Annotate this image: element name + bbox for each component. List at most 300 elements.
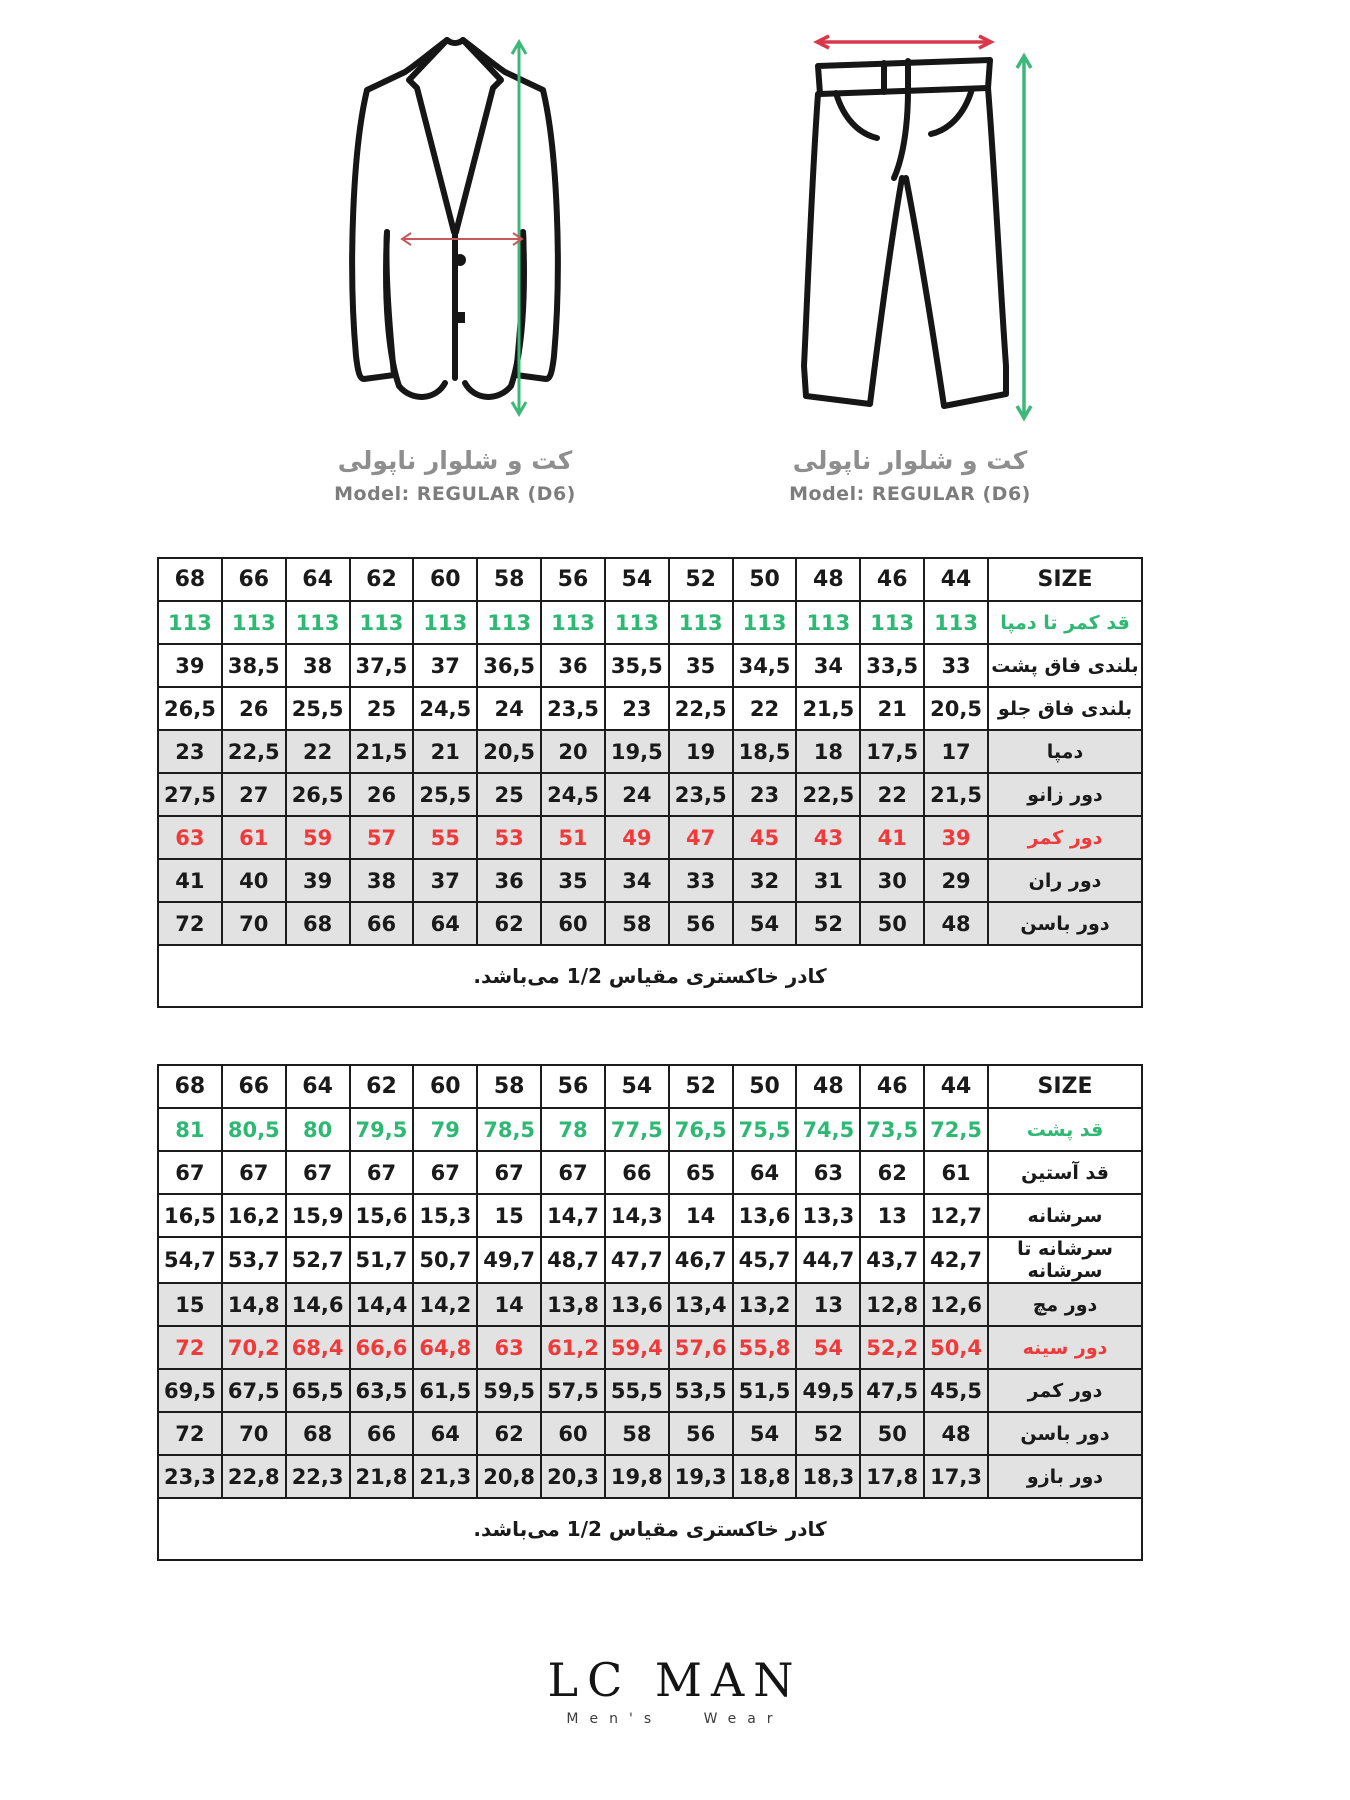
row-label: دور باسن bbox=[988, 1412, 1142, 1455]
size-header-cell: 62 bbox=[350, 1065, 414, 1108]
measurement-cell: 67 bbox=[286, 1151, 350, 1194]
measurement-cell: 113 bbox=[605, 601, 669, 644]
size-header-row bbox=[158, 1065, 1142, 1108]
measurement-cell: 63,5 bbox=[350, 1369, 414, 1412]
size-header-cell: 46 bbox=[860, 558, 924, 601]
row-label: دور باسن bbox=[988, 902, 1142, 945]
measurement-cell: 48 bbox=[924, 1412, 988, 1455]
measurement-cell: 70,2 bbox=[222, 1326, 286, 1369]
measurement-cell: 16,5 bbox=[158, 1194, 222, 1237]
measurement-cell: 54,7 bbox=[158, 1237, 222, 1283]
measurement-cell: 34 bbox=[605, 859, 669, 902]
row-label: بلندی فاق پشت bbox=[988, 644, 1142, 687]
size-header-cell: 52 bbox=[669, 1065, 733, 1108]
measurement-cell: 33 bbox=[924, 644, 988, 687]
jacket-size-table bbox=[157, 1064, 1143, 1561]
measurement-cell: 45 bbox=[733, 816, 797, 859]
measurement-cell: 38 bbox=[286, 644, 350, 687]
measurement-cell: 81 bbox=[158, 1108, 222, 1151]
size-header-cell: 68 bbox=[158, 1065, 222, 1108]
measurement-cell: 47,5 bbox=[860, 1369, 924, 1412]
size-header-row bbox=[158, 558, 1142, 601]
measurement-cell: 72 bbox=[158, 1412, 222, 1455]
measurement-cell: 75,5 bbox=[733, 1108, 797, 1151]
measurement-cell: 34,5 bbox=[733, 644, 797, 687]
measurement-cell: 21 bbox=[413, 730, 477, 773]
measurement-cell: 64 bbox=[413, 902, 477, 945]
jacket-caption: کت و شلوار ناپولی bbox=[337, 446, 573, 475]
measurement-row bbox=[158, 687, 1142, 730]
measurement-cell: 62 bbox=[477, 902, 541, 945]
jacket-length-arrow-icon bbox=[512, 42, 526, 414]
measurement-cell: 22,5 bbox=[222, 730, 286, 773]
measurement-cell: 50,7 bbox=[413, 1237, 477, 1283]
measurement-cell: 41 bbox=[158, 859, 222, 902]
measurement-figures bbox=[0, 0, 1350, 505]
row-label: دور کمر bbox=[988, 816, 1142, 859]
measurement-cell: 13 bbox=[860, 1194, 924, 1237]
measurement-cell: 35 bbox=[669, 644, 733, 687]
measurement-cell: 72,5 bbox=[924, 1108, 988, 1151]
measurement-cell: 52 bbox=[796, 1412, 860, 1455]
measurement-cell: 67 bbox=[413, 1151, 477, 1194]
measurement-cell: 52,7 bbox=[286, 1237, 350, 1283]
size-header-cell: 58 bbox=[477, 1065, 541, 1108]
measurement-row bbox=[158, 644, 1142, 687]
measurement-cell: 113 bbox=[796, 601, 860, 644]
measurement-cell: 16,2 bbox=[222, 1194, 286, 1237]
measurement-cell: 113 bbox=[286, 601, 350, 644]
measurement-cell: 54 bbox=[796, 1326, 860, 1369]
measurement-cell: 22 bbox=[860, 773, 924, 816]
measurement-cell: 43 bbox=[796, 816, 860, 859]
size-header-cell: 62 bbox=[350, 558, 414, 601]
measurement-cell: 14,6 bbox=[286, 1283, 350, 1326]
measurement-cell: 48 bbox=[924, 902, 988, 945]
size-header-cell: 58 bbox=[477, 558, 541, 601]
measurement-cell: 72 bbox=[158, 902, 222, 945]
measurement-cell: 65,5 bbox=[286, 1369, 350, 1412]
measurement-cell: 38,5 bbox=[222, 644, 286, 687]
measurement-cell: 68 bbox=[286, 902, 350, 945]
measurement-cell: 37,5 bbox=[350, 644, 414, 687]
measurement-cell: 79,5 bbox=[350, 1108, 414, 1151]
jacket-chest-arrow-icon bbox=[402, 233, 522, 245]
measurement-cell: 13,6 bbox=[733, 1194, 797, 1237]
measurement-cell: 55,8 bbox=[733, 1326, 797, 1369]
measurement-cell: 113 bbox=[413, 601, 477, 644]
measurement-row bbox=[158, 1237, 1142, 1283]
measurement-cell: 15,9 bbox=[286, 1194, 350, 1237]
measurement-cell: 79 bbox=[413, 1108, 477, 1151]
measurement-row bbox=[158, 730, 1142, 773]
measurement-cell: 113 bbox=[350, 601, 414, 644]
measurement-cell: 57,5 bbox=[541, 1369, 605, 1412]
measurement-cell: 58 bbox=[605, 1412, 669, 1455]
measurement-cell: 80 bbox=[286, 1108, 350, 1151]
measurement-cell: 44,7 bbox=[796, 1237, 860, 1283]
measurement-cell: 68,4 bbox=[286, 1326, 350, 1369]
measurement-cell: 20,8 bbox=[477, 1455, 541, 1498]
measurement-cell: 80,5 bbox=[222, 1108, 286, 1151]
measurement-cell: 50,4 bbox=[924, 1326, 988, 1369]
table-footer-row bbox=[158, 945, 1142, 1007]
measurement-row bbox=[158, 1151, 1142, 1194]
measurement-cell: 26 bbox=[350, 773, 414, 816]
row-label: سرشانه تا سرشانه bbox=[988, 1237, 1142, 1283]
measurement-cell: 113 bbox=[541, 601, 605, 644]
table-footer-row bbox=[158, 1498, 1142, 1560]
measurement-cell: 51,5 bbox=[733, 1369, 797, 1412]
measurement-cell: 61,5 bbox=[413, 1369, 477, 1412]
measurement-cell: 18,5 bbox=[733, 730, 797, 773]
measurement-cell: 66 bbox=[350, 902, 414, 945]
measurement-cell: 64,8 bbox=[413, 1326, 477, 1369]
measurement-cell: 57 bbox=[350, 816, 414, 859]
jacket-drawing bbox=[315, 26, 595, 426]
measurement-cell: 12,7 bbox=[924, 1194, 988, 1237]
measurement-cell: 64 bbox=[733, 1151, 797, 1194]
measurement-cell: 78,5 bbox=[477, 1108, 541, 1151]
size-header-cell: 50 bbox=[733, 1065, 797, 1108]
measurement-cell: 37 bbox=[413, 644, 477, 687]
measurement-row bbox=[158, 601, 1142, 644]
measurement-cell: 63 bbox=[477, 1326, 541, 1369]
measurement-cell: 49,7 bbox=[477, 1237, 541, 1283]
measurement-row bbox=[158, 1108, 1142, 1151]
measurement-cell: 20 bbox=[541, 730, 605, 773]
row-label: سرشانه bbox=[988, 1194, 1142, 1237]
measurement-cell: 113 bbox=[860, 601, 924, 644]
measurement-cell: 59,4 bbox=[605, 1326, 669, 1369]
measurement-cell: 25,5 bbox=[413, 773, 477, 816]
trousers-drawing bbox=[780, 26, 1040, 426]
measurement-cell: 39 bbox=[924, 816, 988, 859]
measurement-cell: 51 bbox=[541, 816, 605, 859]
measurement-cell: 20,5 bbox=[924, 687, 988, 730]
size-header-label: SIZE bbox=[988, 1065, 1142, 1108]
measurement-cell: 60 bbox=[541, 902, 605, 945]
measurement-cell: 52,2 bbox=[860, 1326, 924, 1369]
measurement-cell: 62 bbox=[477, 1412, 541, 1455]
measurement-cell: 72 bbox=[158, 1326, 222, 1369]
measurement-cell: 19,8 bbox=[605, 1455, 669, 1498]
size-header-cell: 68 bbox=[158, 558, 222, 601]
measurement-cell: 22,8 bbox=[222, 1455, 286, 1498]
measurement-cell: 15 bbox=[158, 1283, 222, 1326]
measurement-row bbox=[158, 1194, 1142, 1237]
measurement-cell: 65 bbox=[669, 1151, 733, 1194]
measurement-cell: 24 bbox=[477, 687, 541, 730]
measurement-cell: 74,5 bbox=[796, 1108, 860, 1151]
trousers-figure bbox=[710, 26, 1110, 505]
measurement-cell: 25 bbox=[350, 687, 414, 730]
measurement-cell: 13,2 bbox=[733, 1283, 797, 1326]
measurement-cell: 53 bbox=[477, 816, 541, 859]
measurement-cell: 55,5 bbox=[605, 1369, 669, 1412]
measurement-cell: 24,5 bbox=[541, 773, 605, 816]
measurement-row bbox=[158, 1412, 1142, 1455]
trousers-caption: کت و شلوار ناپولی bbox=[792, 446, 1028, 475]
measurement-cell: 56 bbox=[669, 1412, 733, 1455]
measurement-cell: 42,7 bbox=[924, 1237, 988, 1283]
measurement-cell: 33 bbox=[669, 859, 733, 902]
measurement-cell: 54 bbox=[733, 1412, 797, 1455]
measurement-cell: 76,5 bbox=[669, 1108, 733, 1151]
measurement-cell: 14 bbox=[669, 1194, 733, 1237]
measurement-cell: 47,7 bbox=[605, 1237, 669, 1283]
measurement-cell: 34 bbox=[796, 644, 860, 687]
size-header-cell: 56 bbox=[541, 558, 605, 601]
measurement-cell: 66,6 bbox=[350, 1326, 414, 1369]
row-label: بلندی فاق جلو bbox=[988, 687, 1142, 730]
size-header-cell: 54 bbox=[605, 1065, 669, 1108]
measurement-cell: 19,3 bbox=[669, 1455, 733, 1498]
measurement-cell: 69,5 bbox=[158, 1369, 222, 1412]
measurement-cell: 23 bbox=[733, 773, 797, 816]
row-label: دور بازو bbox=[988, 1455, 1142, 1498]
measurement-cell: 62 bbox=[860, 1151, 924, 1194]
row-label: دمپا bbox=[988, 730, 1142, 773]
measurement-cell: 32 bbox=[733, 859, 797, 902]
measurement-cell: 52 bbox=[796, 902, 860, 945]
measurement-cell: 33,5 bbox=[860, 644, 924, 687]
size-header-cell: 64 bbox=[286, 1065, 350, 1108]
measurement-cell: 13,3 bbox=[796, 1194, 860, 1237]
measurement-cell: 73,5 bbox=[860, 1108, 924, 1151]
measurement-row bbox=[158, 1455, 1142, 1498]
measurement-cell: 35,5 bbox=[605, 644, 669, 687]
row-label: دور کمر bbox=[988, 1369, 1142, 1412]
measurement-cell: 41 bbox=[860, 816, 924, 859]
measurement-cell: 43,7 bbox=[860, 1237, 924, 1283]
size-header-cell: 48 bbox=[796, 1065, 860, 1108]
row-label: قد آستین bbox=[988, 1151, 1142, 1194]
measurement-cell: 21,5 bbox=[350, 730, 414, 773]
measurement-cell: 39 bbox=[286, 859, 350, 902]
measurement-cell: 24,5 bbox=[413, 687, 477, 730]
measurement-cell: 56 bbox=[669, 902, 733, 945]
measurement-cell: 49 bbox=[605, 816, 669, 859]
size-header-cell: 44 bbox=[924, 558, 988, 601]
row-label: دور ران bbox=[988, 859, 1142, 902]
measurement-cell: 22 bbox=[286, 730, 350, 773]
size-header-cell: 48 bbox=[796, 558, 860, 601]
measurement-cell: 68 bbox=[286, 1412, 350, 1455]
measurement-cell: 17 bbox=[924, 730, 988, 773]
measurement-cell: 18,3 bbox=[796, 1455, 860, 1498]
measurement-cell: 26,5 bbox=[158, 687, 222, 730]
measurement-cell: 60 bbox=[541, 1412, 605, 1455]
measurement-cell: 26 bbox=[222, 687, 286, 730]
measurement-cell: 61 bbox=[222, 816, 286, 859]
size-header-cell: 64 bbox=[286, 558, 350, 601]
measurement-cell: 63 bbox=[796, 1151, 860, 1194]
size-header-cell: 60 bbox=[413, 558, 477, 601]
measurement-cell: 50 bbox=[860, 1412, 924, 1455]
size-header-cell: 54 bbox=[605, 558, 669, 601]
measurement-cell: 12,8 bbox=[860, 1283, 924, 1326]
measurement-cell: 40 bbox=[222, 859, 286, 902]
brand-logo-title: LC MAN bbox=[547, 1653, 803, 1707]
measurement-cell: 21,5 bbox=[924, 773, 988, 816]
brand-logo-subtitle: Men's Wear bbox=[566, 1711, 784, 1727]
measurement-row bbox=[158, 816, 1142, 859]
row-label: دور سینه bbox=[988, 1326, 1142, 1369]
measurement-row bbox=[158, 859, 1142, 902]
measurement-cell: 21,8 bbox=[350, 1455, 414, 1498]
row-label: دور مچ bbox=[988, 1283, 1142, 1326]
measurement-cell: 113 bbox=[158, 601, 222, 644]
measurement-cell: 47 bbox=[669, 816, 733, 859]
trousers-length-arrow-icon bbox=[1017, 56, 1031, 418]
measurement-cell: 13,8 bbox=[541, 1283, 605, 1326]
measurement-cell: 64 bbox=[413, 1412, 477, 1455]
measurement-cell: 13,6 bbox=[605, 1283, 669, 1326]
size-header-cell: 50 bbox=[733, 558, 797, 601]
measurement-cell: 53,5 bbox=[669, 1369, 733, 1412]
measurement-cell: 36,5 bbox=[477, 644, 541, 687]
measurement-cell: 22,5 bbox=[669, 687, 733, 730]
measurement-cell: 113 bbox=[477, 601, 541, 644]
measurement-cell: 27,5 bbox=[158, 773, 222, 816]
size-header-label: SIZE bbox=[988, 558, 1142, 601]
measurement-cell: 70 bbox=[222, 1412, 286, 1455]
brand-logo bbox=[0, 1653, 1350, 1727]
measurement-cell: 45,5 bbox=[924, 1369, 988, 1412]
measurement-cell: 70 bbox=[222, 902, 286, 945]
measurement-cell: 25 bbox=[477, 773, 541, 816]
measurement-cell: 29 bbox=[924, 859, 988, 902]
measurement-cell: 36 bbox=[541, 644, 605, 687]
row-label: قد کمر تا دمپا bbox=[988, 601, 1142, 644]
measurement-cell: 31 bbox=[796, 859, 860, 902]
measurement-cell: 51,7 bbox=[350, 1237, 414, 1283]
measurement-cell: 19 bbox=[669, 730, 733, 773]
measurement-cell: 67,5 bbox=[222, 1369, 286, 1412]
measurement-cell: 14,7 bbox=[541, 1194, 605, 1237]
trousers-model-label: Model: REGULAR (D6) bbox=[789, 483, 1031, 505]
measurement-cell: 15,6 bbox=[350, 1194, 414, 1237]
measurement-cell: 61,2 bbox=[541, 1326, 605, 1369]
measurement-cell: 14,4 bbox=[350, 1283, 414, 1326]
trousers-waist-arrow-icon bbox=[817, 36, 991, 48]
measurement-cell: 19,5 bbox=[605, 730, 669, 773]
measurement-cell: 36 bbox=[477, 859, 541, 902]
measurement-row bbox=[158, 902, 1142, 945]
measurement-cell: 46,7 bbox=[669, 1237, 733, 1283]
measurement-cell: 48,7 bbox=[541, 1237, 605, 1283]
trousers-size-table bbox=[157, 557, 1143, 1008]
measurement-cell: 57,6 bbox=[669, 1326, 733, 1369]
measurement-cell: 18,8 bbox=[733, 1455, 797, 1498]
measurement-cell: 63 bbox=[158, 816, 222, 859]
measurement-row bbox=[158, 1369, 1142, 1412]
measurement-cell: 24 bbox=[605, 773, 669, 816]
measurement-cell: 15 bbox=[477, 1194, 541, 1237]
measurement-cell: 49,5 bbox=[796, 1369, 860, 1412]
measurement-cell: 59 bbox=[286, 816, 350, 859]
measurement-cell: 22 bbox=[733, 687, 797, 730]
measurement-cell: 39 bbox=[158, 644, 222, 687]
measurement-cell: 55 bbox=[413, 816, 477, 859]
measurement-cell: 13 bbox=[796, 1283, 860, 1326]
measurement-cell: 23 bbox=[605, 687, 669, 730]
size-header-cell: 44 bbox=[924, 1065, 988, 1108]
measurement-cell: 58 bbox=[605, 902, 669, 945]
measurement-cell: 20,5 bbox=[477, 730, 541, 773]
measurement-cell: 14,2 bbox=[413, 1283, 477, 1326]
size-header-cell: 56 bbox=[541, 1065, 605, 1108]
measurement-cell: 21,3 bbox=[413, 1455, 477, 1498]
measurement-cell: 50 bbox=[860, 902, 924, 945]
measurement-cell: 18 bbox=[796, 730, 860, 773]
measurement-cell: 61 bbox=[924, 1151, 988, 1194]
measurement-cell: 13,4 bbox=[669, 1283, 733, 1326]
measurement-cell: 17,3 bbox=[924, 1455, 988, 1498]
measurement-cell: 26,5 bbox=[286, 773, 350, 816]
measurement-row bbox=[158, 1283, 1142, 1326]
measurement-cell: 35 bbox=[541, 859, 605, 902]
measurement-cell: 53,7 bbox=[222, 1237, 286, 1283]
measurement-cell: 15,3 bbox=[413, 1194, 477, 1237]
measurement-cell: 14,8 bbox=[222, 1283, 286, 1326]
scale-note: کادر خاکستری مقیاس 1/2 می‌باشد. bbox=[158, 1498, 1142, 1560]
size-header-cell: 46 bbox=[860, 1065, 924, 1108]
measurement-cell: 59,5 bbox=[477, 1369, 541, 1412]
measurement-cell: 17,5 bbox=[860, 730, 924, 773]
measurement-cell: 22,5 bbox=[796, 773, 860, 816]
measurement-cell: 20,3 bbox=[541, 1455, 605, 1498]
measurement-cell: 67 bbox=[350, 1151, 414, 1194]
measurement-cell: 54 bbox=[733, 902, 797, 945]
size-header-cell: 52 bbox=[669, 558, 733, 601]
measurement-cell: 113 bbox=[222, 601, 286, 644]
measurement-cell: 14,3 bbox=[605, 1194, 669, 1237]
jacket-outline bbox=[352, 40, 558, 397]
measurement-row bbox=[158, 773, 1142, 816]
measurement-cell: 113 bbox=[669, 601, 733, 644]
scale-note: کادر خاکستری مقیاس 1/2 می‌باشد. bbox=[158, 945, 1142, 1007]
measurement-row bbox=[158, 1326, 1142, 1369]
measurement-cell: 66 bbox=[605, 1151, 669, 1194]
measurement-cell: 45,7 bbox=[733, 1237, 797, 1283]
measurement-cell: 17,8 bbox=[860, 1455, 924, 1498]
measurement-cell: 78 bbox=[541, 1108, 605, 1151]
measurement-cell: 113 bbox=[733, 601, 797, 644]
size-header-cell: 66 bbox=[222, 1065, 286, 1108]
measurement-cell: 67 bbox=[158, 1151, 222, 1194]
measurement-cell: 67 bbox=[477, 1151, 541, 1194]
measurement-cell: 23,5 bbox=[669, 773, 733, 816]
row-label: قد پشت bbox=[988, 1108, 1142, 1151]
measurement-cell: 27 bbox=[222, 773, 286, 816]
size-header-cell: 60 bbox=[413, 1065, 477, 1108]
measurement-cell: 113 bbox=[924, 601, 988, 644]
measurement-cell: 67 bbox=[541, 1151, 605, 1194]
measurement-cell: 23 bbox=[158, 730, 222, 773]
jacket-figure bbox=[240, 26, 670, 505]
trousers-outline bbox=[804, 60, 1006, 406]
measurement-cell: 23,5 bbox=[541, 687, 605, 730]
measurement-cell: 67 bbox=[222, 1151, 286, 1194]
row-label: دور زانو bbox=[988, 773, 1142, 816]
measurement-cell: 21 bbox=[860, 687, 924, 730]
measurement-cell: 23,3 bbox=[158, 1455, 222, 1498]
measurement-cell: 37 bbox=[413, 859, 477, 902]
size-header-cell: 66 bbox=[222, 558, 286, 601]
measurement-cell: 14 bbox=[477, 1283, 541, 1326]
